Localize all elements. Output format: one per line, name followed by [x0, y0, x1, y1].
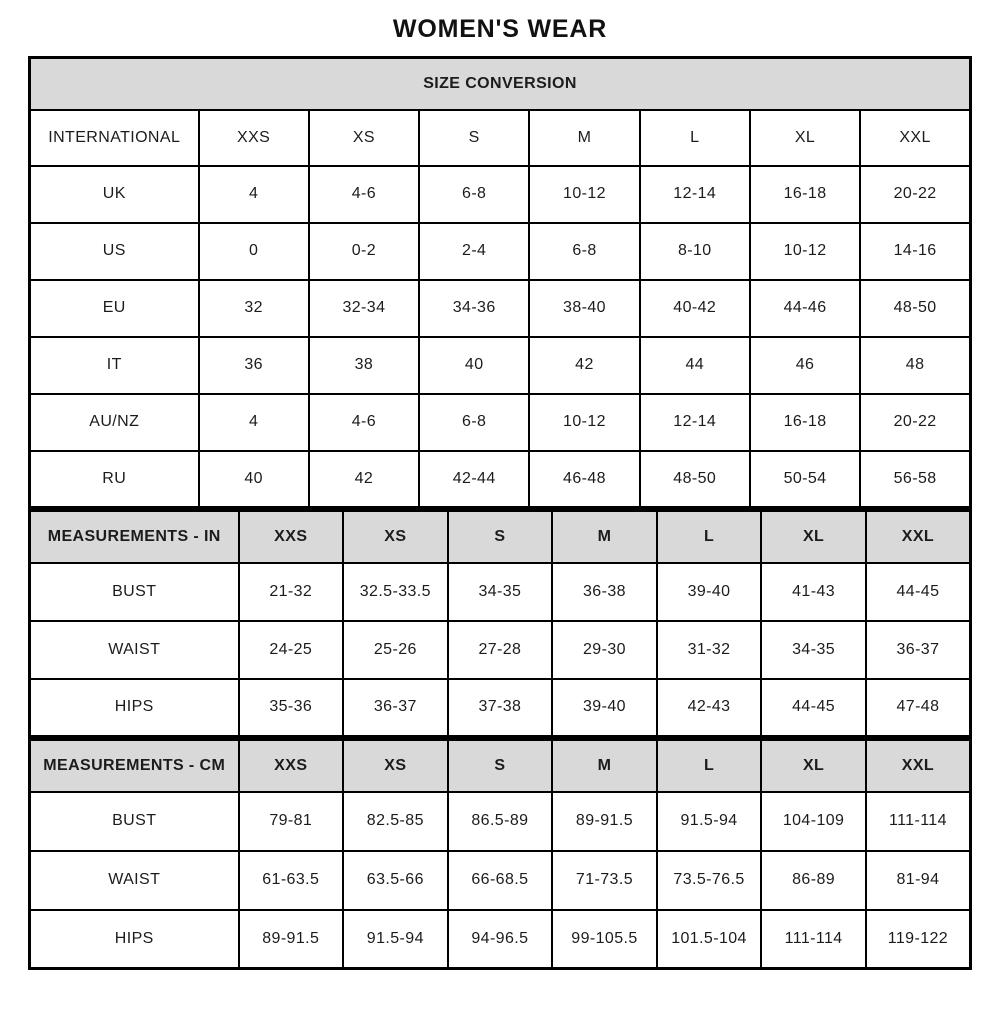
measurements-in-header-l: L	[657, 511, 762, 563]
table-cell: 4	[199, 394, 309, 451]
size-conversion-header-m: M	[529, 110, 639, 166]
table-cell: 66-68.5	[448, 851, 553, 910]
measurements-in-header-s: S	[448, 511, 553, 563]
size-conversion-row-label-it: IT	[30, 337, 199, 394]
measurements-in-row-label-hips: HIPS	[30, 679, 239, 737]
table-cell: 86.5-89	[448, 792, 553, 851]
table-cell: 48-50	[860, 280, 970, 337]
table-cell: 16-18	[750, 166, 860, 223]
table-cell: 86-89	[761, 851, 866, 910]
measurements-in-header-measurements-in: MEASUREMENTS - IN	[30, 511, 239, 563]
table-cell: 20-22	[860, 394, 970, 451]
measurements-cm-header-m: M	[552, 740, 657, 792]
size-conversion-row-label-ru: RU	[30, 451, 199, 508]
table-cell: 4	[199, 166, 309, 223]
table-cell: 12-14	[640, 394, 750, 451]
table-cell: 44	[640, 337, 750, 394]
table-cell: 42-43	[657, 679, 762, 737]
size-conversion-header-xxl: XXL	[860, 110, 970, 166]
table-cell: 50-54	[750, 451, 860, 508]
table-cell: 119-122	[866, 910, 971, 969]
table-cell: 44-45	[761, 679, 866, 737]
table-cell: 32.5-33.5	[343, 563, 448, 621]
table-cell: 99-105.5	[552, 910, 657, 969]
measurements-cm-header-s: S	[448, 740, 553, 792]
table-cell: 34-36	[419, 280, 529, 337]
table-cell: 32	[199, 280, 309, 337]
table-cell: 46	[750, 337, 860, 394]
table-cell: 42-44	[419, 451, 529, 508]
table-cell: 63.5-66	[343, 851, 448, 910]
table-cell: 10-12	[750, 223, 860, 280]
table-cell: 42	[309, 451, 419, 508]
table-cell: 104-109	[761, 792, 866, 851]
table-cell: 35-36	[239, 679, 344, 737]
table-cell: 6-8	[419, 166, 529, 223]
measurements-in-header-xxl: XXL	[866, 511, 971, 563]
measurements-in-table	[28, 509, 972, 738]
measurements-cm-header-xl: XL	[761, 740, 866, 792]
table-cell: 38-40	[529, 280, 639, 337]
table-cell: 10-12	[529, 394, 639, 451]
measurements-cm-header-measurements-cm: MEASUREMENTS - CM	[30, 740, 239, 792]
table-cell: 34-35	[761, 621, 866, 679]
table-cell: 10-12	[529, 166, 639, 223]
size-conversion-header-s: S	[419, 110, 529, 166]
table-cell: 48	[860, 337, 970, 394]
table-cell: 29-30	[552, 621, 657, 679]
table-cell: 91.5-94	[343, 910, 448, 969]
measurements-cm-row-label-hips: HIPS	[30, 910, 239, 969]
table-cell: 61-63.5	[239, 851, 344, 910]
table-cell: 81-94	[866, 851, 971, 910]
size-conversion-header-xxs: XXS	[199, 110, 309, 166]
table-cell: 48-50	[640, 451, 750, 508]
table-cell: 41-43	[761, 563, 866, 621]
table-cell: 6-8	[419, 394, 529, 451]
table-cell: 20-22	[860, 166, 970, 223]
table-cell: 46-48	[529, 451, 639, 508]
table-cell: 21-32	[239, 563, 344, 621]
table-cell: 56-58	[860, 451, 970, 508]
table-cell: 44-45	[866, 563, 971, 621]
table-cell: 111-114	[761, 910, 866, 969]
size-conversion-table	[28, 56, 972, 509]
table-cell: 42	[529, 337, 639, 394]
table-cell: 40-42	[640, 280, 750, 337]
table-cell: 39-40	[552, 679, 657, 737]
table-cell: 94-96.5	[448, 910, 553, 969]
size-conversion-header-international: INTERNATIONAL	[30, 110, 199, 166]
table-cell: 71-73.5	[552, 851, 657, 910]
table-cell: 25-26	[343, 621, 448, 679]
measurements-in-header-xxs: XXS	[239, 511, 344, 563]
table-cell: 16-18	[750, 394, 860, 451]
measurements-cm-header-xxs: XXS	[239, 740, 344, 792]
table-cell: 73.5-76.5	[657, 851, 762, 910]
measurements-in-row-label-bust: BUST	[30, 563, 239, 621]
measurements-cm-row-label-bust: BUST	[30, 792, 239, 851]
table-cell: 6-8	[529, 223, 639, 280]
table-cell: 38	[309, 337, 419, 394]
table-cell: 89-91.5	[239, 910, 344, 969]
table-cell: 24-25	[239, 621, 344, 679]
size-conversion-row-label-uk: UK	[30, 166, 199, 223]
table-cell: 36-37	[866, 621, 971, 679]
table-cell: 14-16	[860, 223, 970, 280]
size-conversion-banner: SIZE CONVERSION	[30, 58, 971, 110]
table-cell: 2-4	[419, 223, 529, 280]
measurements-cm-header-xs: XS	[343, 740, 448, 792]
table-cell: 111-114	[866, 792, 971, 851]
measurements-in-header-xl: XL	[761, 511, 866, 563]
table-cell: 79-81	[239, 792, 344, 851]
table-cell: 44-46	[750, 280, 860, 337]
measurements-in-header-xs: XS	[343, 511, 448, 563]
size-conversion-row-label-eu: EU	[30, 280, 199, 337]
size-conversion-header-l: L	[640, 110, 750, 166]
measurements-cm-header-l: L	[657, 740, 762, 792]
size-conversion-header-xs: XS	[309, 110, 419, 166]
table-cell: 36-38	[552, 563, 657, 621]
page-title: WOMEN'S WEAR	[392, 15, 608, 43]
size-conversion-row-label-us: US	[30, 223, 199, 280]
size-conversion-header-xl: XL	[750, 110, 860, 166]
table-cell: 39-40	[657, 563, 762, 621]
table-cell: 8-10	[640, 223, 750, 280]
size-chart-page	[0, 15, 1000, 970]
table-cell: 31-32	[657, 621, 762, 679]
table-cell: 36-37	[343, 679, 448, 737]
measurements-in-header-m: M	[552, 511, 657, 563]
table-cell: 0-2	[309, 223, 419, 280]
table-cell: 4-6	[309, 166, 419, 223]
measurements-cm-table	[28, 738, 972, 970]
table-cell: 40	[199, 451, 309, 508]
table-cell: 82.5-85	[343, 792, 448, 851]
table-cell: 47-48	[866, 679, 971, 737]
size-conversion-row-label-au-nz: AU/NZ	[30, 394, 199, 451]
table-cell: 34-35	[448, 563, 553, 621]
table-cell: 101.5-104	[657, 910, 762, 969]
table-cell: 12-14	[640, 166, 750, 223]
table-cell: 40	[419, 337, 529, 394]
table-cell: 32-34	[309, 280, 419, 337]
table-cell: 0	[199, 223, 309, 280]
table-cell: 37-38	[448, 679, 553, 737]
table-cell: 27-28	[448, 621, 553, 679]
table-cell: 36	[199, 337, 309, 394]
measurements-cm-header-xxl: XXL	[866, 740, 971, 792]
measurements-cm-row-label-waist: WAIST	[30, 851, 239, 910]
table-cell: 91.5-94	[657, 792, 762, 851]
table-cell: 4-6	[309, 394, 419, 451]
measurements-in-row-label-waist: WAIST	[30, 621, 239, 679]
table-cell: 89-91.5	[552, 792, 657, 851]
